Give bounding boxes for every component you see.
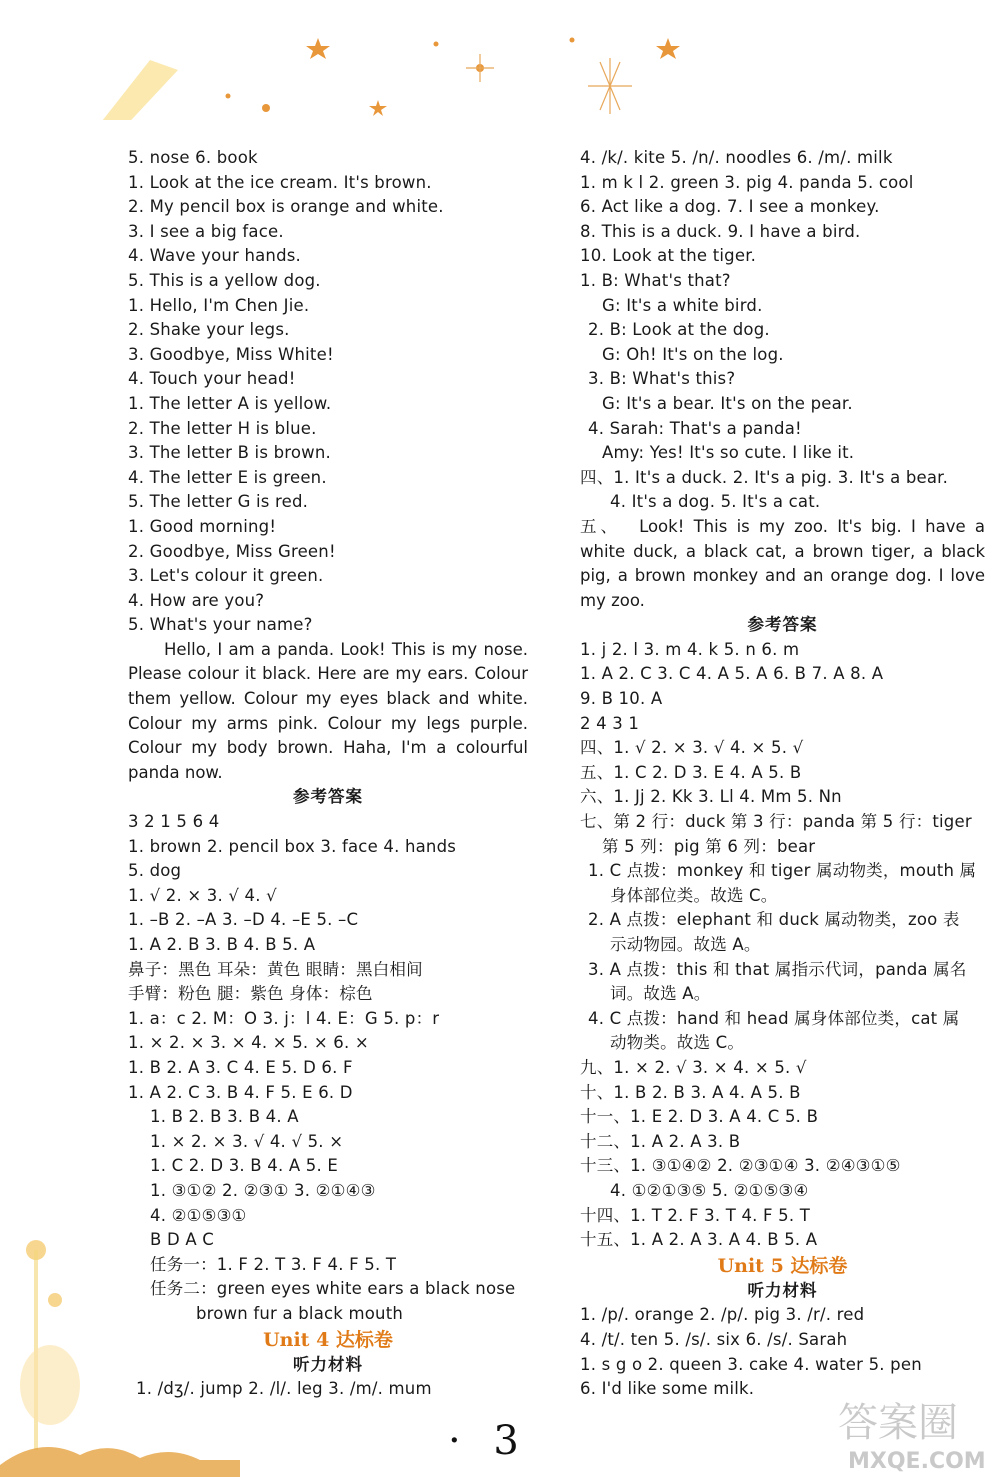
- text-line: 1. The letter A is yellow.: [128, 393, 332, 413]
- text-line: 身体部位类。故选 C。: [610, 885, 778, 905]
- answer-list: [580, 638, 985, 736]
- section-label: 九、: [580, 1057, 614, 1077]
- section-label: 十五、: [580, 1230, 631, 1250]
- answer-line: [580, 785, 985, 810]
- page-number: · 3: [448, 1418, 529, 1464]
- text-line: 1. /p/. orange 2. /p/. pig 3. /r/. red: [580, 1305, 865, 1325]
- answer-text: 第 2 行：duck 第 3 行：panda 第 5 行：tiger: [613, 812, 972, 832]
- answer-line: 第 5 列：pig 第 6 列：bear: [602, 836, 816, 856]
- text-line: 2 4 3 1: [580, 713, 640, 733]
- answer-list: [128, 810, 528, 1105]
- answer-text: 1. B 2. B 3. A 4. A 5. B: [613, 1082, 801, 1102]
- text-line: 1. brown 2. pencil box 3. face 4. hands: [128, 836, 457, 856]
- text-line: 1. C 点拨：monkey 和 tiger 属动物类，mouth 属: [588, 861, 977, 881]
- zoo-paragraph-text: Look! This is my zoo. It's big. I have a white duck, a black cat, a brown tiger, a black pig, a brown monkey and an orange dog. I love my zoo.: [580, 516, 986, 610]
- answer-text: 1. A 2. A 3. B: [630, 1131, 741, 1151]
- text-line: 10. Look at the tiger.: [580, 246, 757, 266]
- listening-heading: 听力材料: [293, 1354, 363, 1374]
- text-line: 3. I see a big face.: [128, 221, 284, 241]
- answer-list: [580, 1056, 985, 1179]
- section-label: 十二、: [580, 1131, 631, 1151]
- text-line: 1. s g o 2. queen 3. cake 4. water 5. pen: [580, 1354, 922, 1374]
- text-line: 4. How are you?: [128, 590, 265, 610]
- answer-text: 1. T 2. F 3. T 4. F 5. T: [630, 1205, 811, 1225]
- ground-decoration: [0, 1447, 240, 1477]
- balloon-decoration: [20, 1345, 80, 1425]
- text-line: 3. A 点拨：this 和 that 属指示代词，panda 属名: [588, 959, 967, 979]
- text-line: 2. A 点拨：elephant 和 duck 属动物类，zoo 表: [588, 910, 960, 930]
- answer-heading: 参考答案: [293, 787, 363, 807]
- answer-line: [580, 1154, 985, 1179]
- section-label: 七、: [580, 812, 614, 832]
- answer-line: B D A C: [150, 1230, 214, 1250]
- text-line: 4. ②①⑤③①: [150, 1205, 247, 1225]
- answer-line: [580, 736, 985, 761]
- section-label: 十一、: [580, 1107, 631, 1127]
- answer-heading: 参考答案: [747, 615, 818, 635]
- sparkle-icon: [226, 94, 231, 99]
- text-line: 4. /t/. ten 5. /s/. six 6. /s/. Sarah: [580, 1329, 848, 1349]
- text-line: 9. B 10. A: [580, 689, 663, 709]
- text-line: 手臂：粉色 腿：紫色 身体：棕色: [128, 984, 373, 1004]
- watermark-logo: [828, 1388, 998, 1474]
- text-line: 鼻子：黑色 耳朵：黄色 眼睛：黑白相间: [128, 959, 423, 979]
- answer-list: [580, 736, 985, 834]
- answer-line: [580, 1204, 985, 1229]
- top-decoration: [0, 0, 1000, 120]
- text-line: 2. My pencil box is orange and white.: [128, 197, 444, 217]
- answer-line: 4. It's a dog. 5. It's a cat.: [610, 492, 821, 512]
- left-listening-lines: [128, 146, 528, 638]
- text-line: 1. –B 2. –A 3. –D 4. –E 5. –C: [128, 910, 359, 930]
- text-line: Amy: Yes! It's so cute. I like it.: [602, 443, 855, 463]
- answer-list: [128, 1105, 528, 1228]
- star-icon: [369, 100, 387, 116]
- star-icon: [306, 38, 330, 59]
- answer-text: 1. Jj 2. Kk 3. Ll 4. Mm 5. Nn: [613, 787, 842, 807]
- text-line: 5. nose 6. book: [128, 148, 258, 167]
- listening-lines: [580, 1303, 985, 1401]
- unit4-title: Unit 4 达标卷: [263, 1328, 393, 1351]
- answer-line: 4. ①②①③⑤ 5. ②①⑤③④: [610, 1180, 809, 1200]
- text-line: 1. j 2. l 3. m 4. k 5. n 6. m: [580, 639, 800, 659]
- section-label: 五、: [580, 516, 622, 536]
- answer-line: [580, 1130, 985, 1155]
- answer-line: [580, 1056, 985, 1081]
- firework-icon: [588, 58, 632, 114]
- answer-line: [580, 1081, 985, 1106]
- section-label: 六、: [580, 787, 614, 807]
- text-line: 1. A 2. C 3. B 4. F 5. E 6. D: [128, 1082, 353, 1102]
- text-line: 1. B 2. B 3. B 4. A: [150, 1107, 299, 1127]
- text-line: 1. m k l 2. green 3. pig 4. panda 5. cool: [580, 172, 914, 192]
- text-line: 1. a：c 2. M：O 3. j：l 4. E：G 5. p：r: [128, 1008, 440, 1028]
- text-line: 1. √ 2. × 3. √ 4. √: [128, 885, 277, 905]
- answer-text: 1. A 2. A 3. A 4. B 5. A: [630, 1230, 818, 1250]
- text-line: 动物类。故选 C。: [610, 1033, 745, 1053]
- text-line: 5. dog: [128, 861, 182, 881]
- unit5-title: Unit 5 达标卷: [717, 1254, 848, 1277]
- text-line: 4. Wave your hands.: [128, 246, 302, 266]
- answer-line: [580, 1105, 985, 1130]
- task1-line: 任务一：1. F 2. T 3. F 4. F 5. T: [150, 1254, 397, 1274]
- section-label: 十三、: [580, 1156, 631, 1176]
- panda-paragraph: [128, 638, 528, 786]
- section-label: 四、: [580, 467, 614, 487]
- text-line: 4. Sarah: That's a panda!: [588, 418, 802, 438]
- text-line: 4. Touch your head!: [128, 369, 296, 389]
- text-line: 1. × 2. × 3. × 4. × 5. × 6. ×: [128, 1033, 369, 1053]
- text-line: 6. Act like a dog. 7. I see a monkey.: [580, 197, 880, 217]
- sparkle-icon: [434, 42, 439, 47]
- answer-text: 1. E 2. D 3. A 4. C 5. B: [630, 1107, 819, 1127]
- text-line: 4. /k/. kite 5. /n/. noodles 6. /m/. milk: [580, 148, 893, 167]
- text-line: G: It's a bear. It's on the pear.: [602, 393, 853, 413]
- text-line: 5. What's your name?: [128, 615, 313, 635]
- answer-list: [580, 1204, 985, 1253]
- text-line: 3. Goodbye, Miss White!: [128, 344, 334, 364]
- pencil-decoration: [95, 60, 178, 120]
- task2-line-cont: brown fur a black mouth: [196, 1303, 404, 1323]
- text-line: 1. Good morning!: [128, 516, 277, 536]
- text-line: G: Oh! It's on the log.: [602, 344, 784, 364]
- listening-lines: [580, 146, 985, 294]
- text-line: 1. A 2. C 3. C 4. A 5. A 6. B 7. A 8. A: [580, 664, 884, 684]
- section-label: 五、: [580, 762, 614, 782]
- answer-text: 1. ③①④② 2. ②③①④ 3. ②④③①⑤: [630, 1156, 901, 1176]
- panda-paragraph-text: Hello, I am a panda. Look! This is my nose. Please colour it black. Here are my ears. Colour them yellow. Colour my eyes black and white. Colour my arms pink. Colour my legs purple. Colour my body brown. Haha, I'm a colourful panda now.: [128, 639, 528, 782]
- zoo-paragraph: [580, 515, 985, 613]
- text-line: 6. I'd like some milk.: [580, 1379, 755, 1399]
- text-line: 1. Hello, I'm Chen Jie.: [128, 295, 310, 315]
- right-column: [580, 146, 985, 1402]
- left-column: [128, 146, 528, 1402]
- answer-text: 1. C 2. D 3. E 4. A 5. B: [613, 762, 802, 782]
- sparkle-icon: [262, 104, 270, 112]
- text-line: G: It's a white bird.: [602, 295, 763, 315]
- text-line: 3. B: What's this?: [588, 369, 736, 389]
- text-line: 3. The letter B is brown.: [128, 443, 331, 463]
- section-label: 十四、: [580, 1205, 631, 1225]
- explanation-notes: [580, 859, 985, 1056]
- text-line: 示动物园。故选 A。: [610, 935, 761, 954]
- text-line: 8. This is a duck. 9. I have a bird.: [580, 221, 861, 241]
- answer-line: [580, 761, 985, 786]
- answer-text: 1. It's a duck. 2. It's a pig. 3. It's a bear.: [613, 467, 949, 487]
- dialog-lines: [580, 294, 985, 466]
- text-line: 4. The letter E is green.: [128, 467, 327, 487]
- answer-text: 1. × 2. √ 3. × 4. × 5. √: [613, 1057, 807, 1077]
- text-line: 4. C 点拨：hand 和 head 属身体部位类，cat 属: [588, 1008, 960, 1028]
- text-line: 3. Let's colour it green.: [128, 566, 324, 586]
- answer-text: 1. √ 2. × 3. √ 4. × 5. √: [613, 738, 804, 758]
- task2-line: 任务二：green eyes white ears a black nose: [150, 1279, 516, 1299]
- text-line: 词。故选 A。: [610, 984, 711, 1004]
- text-line: 1. Look at the ice cream. It's brown.: [128, 172, 432, 192]
- text-line: 5. This is a yellow dog.: [128, 270, 321, 290]
- sparkle-icon: [570, 38, 575, 43]
- watermark-text: 答案圈: [838, 1400, 958, 1446]
- answer-line: [580, 1228, 985, 1253]
- text-line: 1. A 2. B 3. B 4. B 5. A: [128, 935, 316, 954]
- text-line: 1. B: What's that?: [580, 270, 731, 290]
- text-line: 3 2 1 5 6 4: [128, 812, 220, 832]
- flower-icon: [48, 1293, 62, 1307]
- text-line: 2. Shake your legs.: [128, 320, 290, 340]
- text-line: 1. ③①② 2. ②③① 3. ②①④③: [150, 1180, 376, 1200]
- answer-line: 1. /dʒ/. jump 2. /l/. leg 3. /m/. mum: [136, 1379, 432, 1399]
- listening-heading: 听力材料: [747, 1280, 818, 1300]
- answer-line: [580, 810, 985, 835]
- text-line: 2. The letter H is blue.: [128, 418, 317, 438]
- watermark-url: MXQE.COM: [848, 1449, 986, 1474]
- firework-icon: [466, 54, 494, 82]
- section-label: 四、: [580, 738, 614, 758]
- text-line: 5. The letter G is red.: [128, 492, 309, 512]
- text-line: 2. Goodbye, Miss Green!: [128, 541, 336, 561]
- text-line: 1. × 2. × 3. √ 4. √ 5. ×: [150, 1131, 344, 1151]
- text-line: 2. B: Look at the dog.: [588, 320, 770, 340]
- star-icon: [656, 38, 680, 59]
- text-line: 1. C 2. D 3. B 4. A 5. E: [150, 1156, 338, 1176]
- text-line: 1. B 2. A 3. C 4. E 5. D 6. F: [128, 1057, 353, 1077]
- answer-line: [580, 466, 985, 491]
- section-label: 十、: [580, 1082, 614, 1102]
